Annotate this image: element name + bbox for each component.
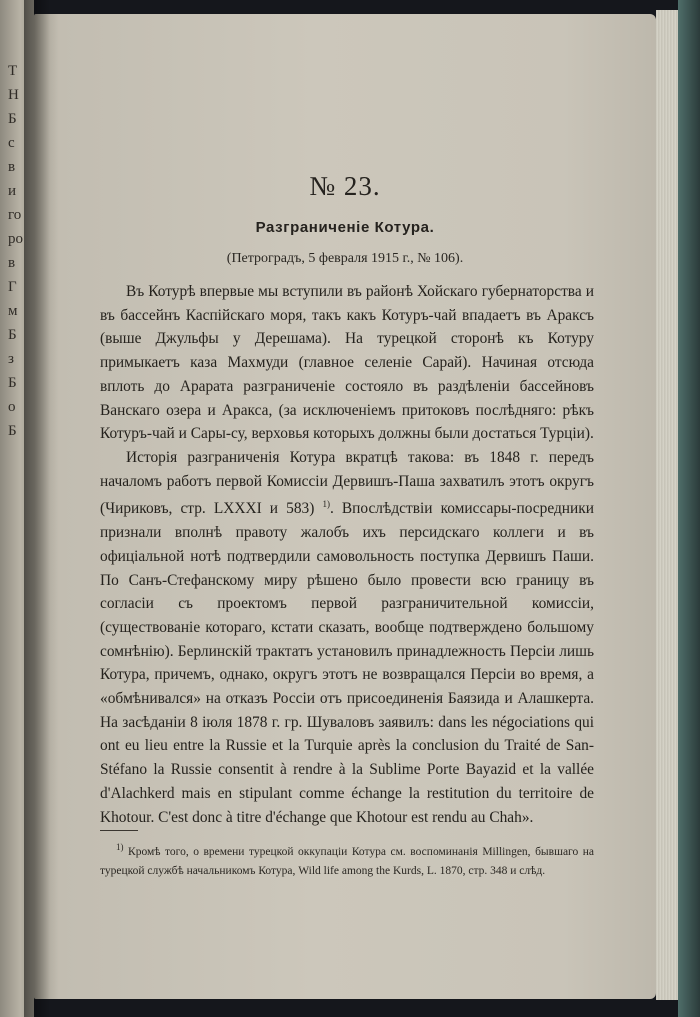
paragraph-text: Исторія разграниченія Котура вкратцѣ такова: въ 1848 г. передъ началомъ работъ первой Комиссіи Дервишъ-Паша захватилъ этотъ округъ (Чириковъ, стр. LXXXI и 583) <box>100 448 594 518</box>
left-page-fragment: Н <box>8 87 19 103</box>
book-page <box>34 14 656 999</box>
left-page-fragment: в <box>8 159 16 175</box>
paragraph-text: Впослѣдствіи комиссары-посредники признали вполнѣ правоту жалобъ ихъ персидскаго коллеги и въ офиціальной нотѣ подтвердили самовольность поступка Дервишъ Паши. По Санъ-Стефанскому миру рѣшено было провести всю границу въ согласіи съ проектомъ первой разграничительной комиссіи, (существованіе котораго, кстати сказать, вообще подтверждено большому сомнѣнію). Берлинскій трактатъ установилъ принадлежность Персіи лишь Котура, причемъ, однако, округъ этотъ не возвращался Персіи во время, а «обмѣнивался» на отказъ Россіи отъ присоединенія Баязида и Алашкерта. На засѣданіи 8 іюля 1878 г. гр. Шуваловъ заявилъ: dans les négociations qui ont eu lieu entre la Russie et la Turquie après la conclusion du Traité de San-Stéfano la Russie consentit à rendre à la Sublime Porte Bayazid et la vallée d'Alachkerd mais en stipulant comme échange la restitution du territoire de Khotour. C'est donc à titre d'échange que Khotour est rendu au Chah». <box>100 500 594 826</box>
footnote <box>100 838 594 881</box>
left-page-fragment: с <box>8 135 15 151</box>
footnote-divider <box>100 830 138 831</box>
footnote-mark: 1) <box>116 842 124 852</box>
paragraph: Исторія разграниченія Котура вкратцѣ такова: въ 1848 г. передъ началомъ работъ первой Комиссіи Дервишъ-Паша захватилъ этотъ округъ (Чириковъ, стр. LXXXI и 583) $^{1)}$. Впослѣдствіи комиссары-посредники признали вполнѣ правоту жалобъ ихъ персидскаго коллеги и въ офиціальной нотѣ подтвердили самовольность поступка Дервишъ Паши. По Санъ-Стефанскому миру рѣшено было провести всю границу въ согласіи съ проектомъ первой разграничительной комиссіи, (существованіе котораго, кстати сказать, вообще подтверждено большому сомнѣнію). Берлинскій трактатъ установилъ принадлежность Персіи лишь Котура, причемъ, однако, округъ этотъ не возвращался Персіи во время, а «обмѣнивался» на отказъ Россіи отъ присоединенія Баязида и Алашкерта. На засѣданіи 8 іюля 1878 г. гр. Шуваловъ заявилъ: dans les négociations qui ont eu lieu entre la Russie et la Turquie après la conclusion du Traité de San-Stéfano la Russie consentit à rendre à la Sublime Porte Bayazid et la vallée d'Alachkerd mais en stipulant comme échange la restitution du territoire de Khotour. C'est donc à titre d'échange que Khotour est rendu au Chah». <box>100 448 594 826</box>
left-page-fragment: ро <box>8 231 23 247</box>
paragraph <box>100 280 594 446</box>
footnote-text: Кромѣ того, о времени турецкой оккупаціи Котура см. воспоминанія Millingen, бывшаго на турецкой службѣ начальникомъ Котура, Wild life among the Kurds, L. 1870, стр. 348 и слѣд. <box>100 845 595 877</box>
left-page-fragment: Г <box>8 279 17 295</box>
left-page-fragment: Б <box>8 375 17 391</box>
left-page-fragment: м <box>8 303 18 319</box>
left-page-fragment: Б <box>8 111 17 127</box>
document-number: № 23. <box>309 171 381 201</box>
left-page-fragment: в <box>8 255 16 271</box>
left-page-fragment: з <box>8 351 14 367</box>
left-page-fragment: о <box>8 399 16 415</box>
footnote-reference: 1) <box>322 499 330 510</box>
left-page-fragment: и <box>8 183 17 199</box>
body-text <box>100 280 594 829</box>
left-page-fragment: Б <box>8 327 17 343</box>
paragraph-text: Въ Котурѣ впервые мы вступили въ районѣ Хойскаго губернаторства и въ бассейнъ Каспійскаго моря, такъ какъ Котуръ-чай впадаетъ въ Араксъ (выше Джульфы у Дерешама). На турецкой сторонѣ къ Котуру примыкаетъ каза Махмуди (главное селеніе Сарай). Начиная отсюда вплоть до Арарата разграниченіе состояло въ раздѣленіи бассейновъ Ванскаго озера и Аракса, (за исключеніемъ притоковъ послѣднягo: рѣкъ Котуръ-чай и Сары-су, верховья которыхъ должны были достаться Турціи). <box>100 283 594 443</box>
document-subtitle: (Петроградъ, 5 февраля 1915 г., № 106). <box>226 251 464 266</box>
left-page-fragment: го <box>8 207 22 223</box>
document-title: Разграниченіе Котура. <box>255 219 435 236</box>
book-cover-edge <box>678 0 700 1017</box>
gutter-shadow <box>24 0 50 1017</box>
left-page-fragment: Т <box>8 63 18 79</box>
left-page-fragment: Б <box>8 423 17 439</box>
